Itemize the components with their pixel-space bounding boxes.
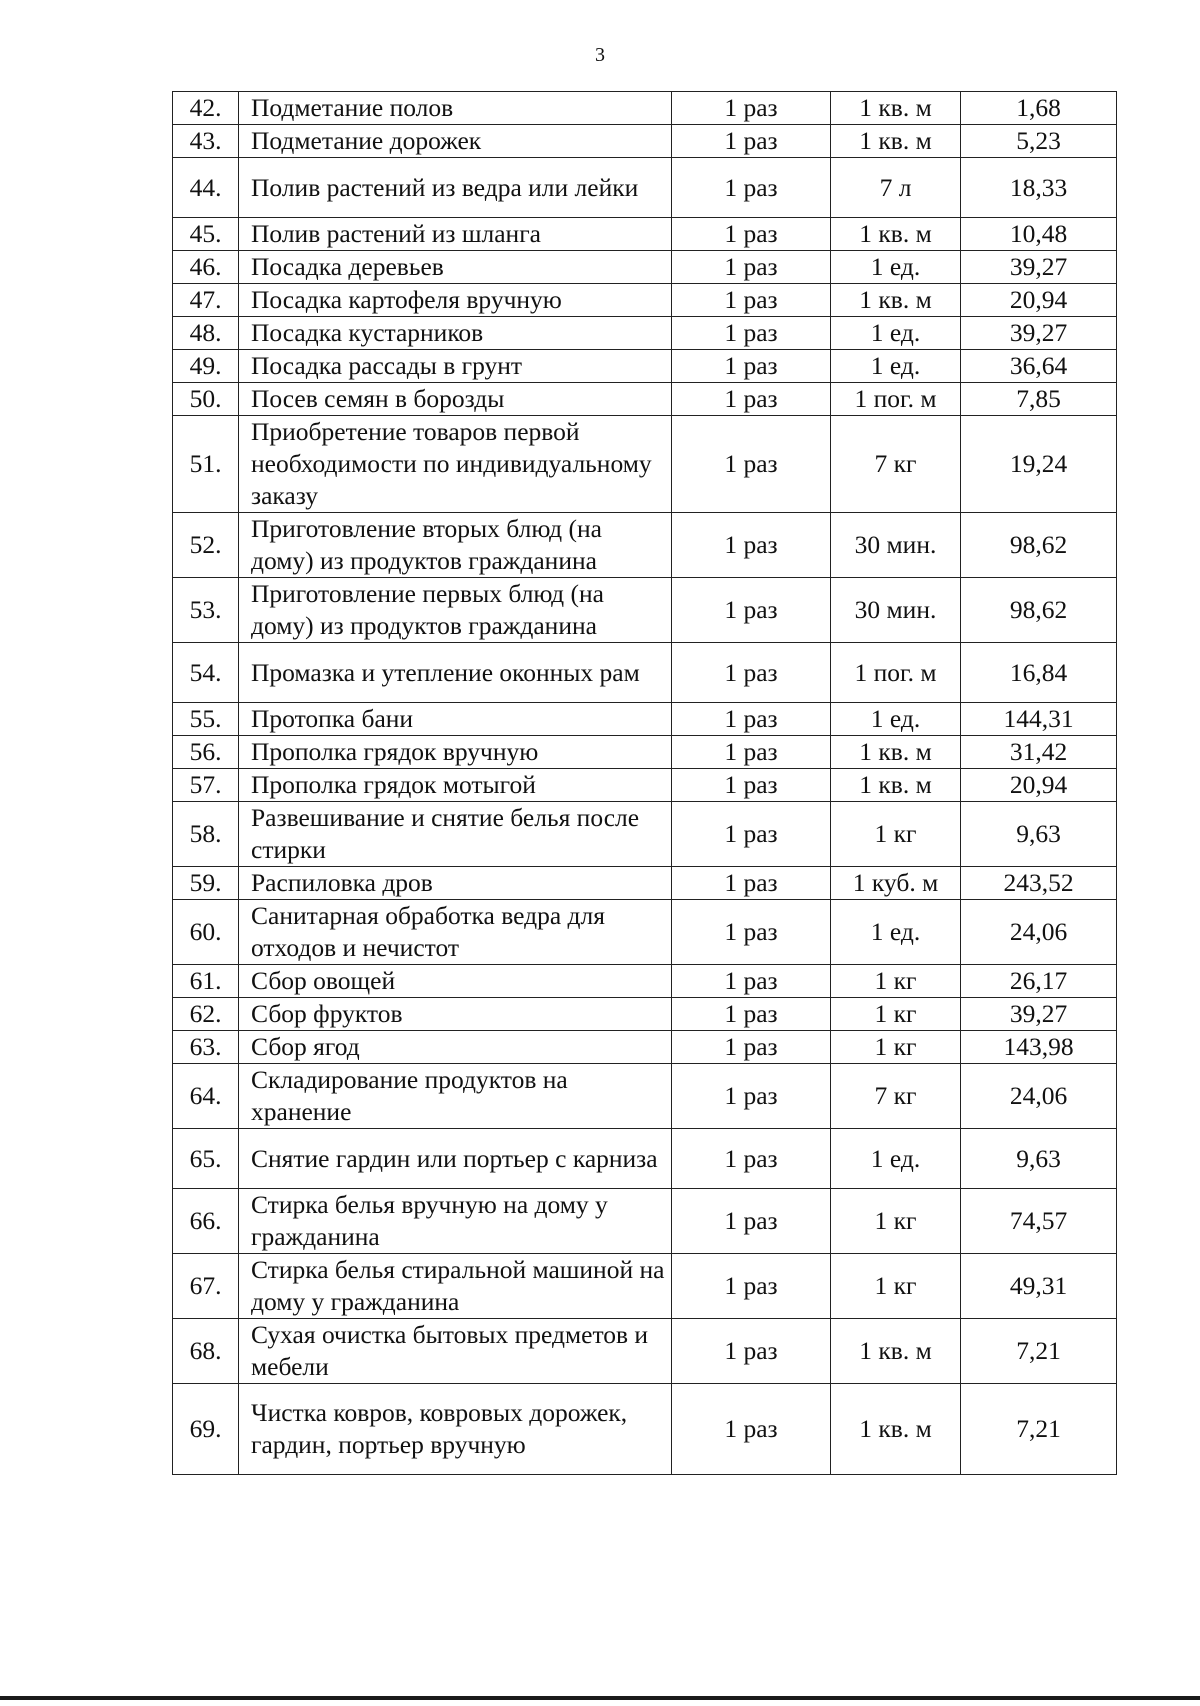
table-row xyxy=(173,1384,1117,1475)
service-unit: 1 ед. xyxy=(831,900,961,965)
service-price: 18,33 xyxy=(961,158,1117,218)
service-unit: 1 кв. м xyxy=(831,1319,961,1384)
service-price: 7,21 xyxy=(961,1384,1117,1475)
bottom-border-line xyxy=(0,1696,1200,1700)
service-price: 7,21 xyxy=(961,1319,1117,1384)
service-unit: 1 ед. xyxy=(831,251,961,284)
service-frequency: 1 раз xyxy=(672,350,831,383)
row-number: 65. xyxy=(173,1129,239,1189)
row-number: 61. xyxy=(173,965,239,998)
table-row xyxy=(173,736,1117,769)
table-row xyxy=(173,1031,1117,1064)
row-number: 62. xyxy=(173,998,239,1031)
row-number: 60. xyxy=(173,900,239,965)
service-name: Складирование продуктов на хранение xyxy=(239,1064,672,1129)
table-row xyxy=(173,125,1117,158)
table-row xyxy=(173,251,1117,284)
table-row xyxy=(173,965,1117,998)
service-unit: 7 кг xyxy=(831,416,961,513)
service-frequency: 1 раз xyxy=(672,1064,831,1129)
table-row xyxy=(173,158,1117,218)
table-row xyxy=(173,317,1117,350)
row-number: 46. xyxy=(173,251,239,284)
service-unit: 1 пог. м xyxy=(831,643,961,703)
service-unit: 1 пог. м xyxy=(831,383,961,416)
service-unit: 1 кв. м xyxy=(831,92,961,125)
service-name: Протопка бани xyxy=(239,703,672,736)
row-number: 67. xyxy=(173,1254,239,1319)
service-frequency: 1 раз xyxy=(672,251,831,284)
service-price: 24,06 xyxy=(961,1064,1117,1129)
table-row xyxy=(173,383,1117,416)
service-price: 39,27 xyxy=(961,998,1117,1031)
service-unit: 1 кв. м xyxy=(831,736,961,769)
service-unit: 1 куб. м xyxy=(831,867,961,900)
service-frequency: 1 раз xyxy=(672,1031,831,1064)
service-unit: 1 кв. м xyxy=(831,769,961,802)
service-price: 16,84 xyxy=(961,643,1117,703)
service-price: 143,98 xyxy=(961,1031,1117,1064)
service-price: 9,63 xyxy=(961,802,1117,867)
row-number: 42. xyxy=(173,92,239,125)
service-frequency: 1 раз xyxy=(672,643,831,703)
service-name: Приобретение товаров первой необходимости по индивидуальному заказу xyxy=(239,416,672,513)
service-price: 49,31 xyxy=(961,1254,1117,1319)
service-frequency: 1 раз xyxy=(672,218,831,251)
service-price: 243,52 xyxy=(961,867,1117,900)
service-unit: 1 кг xyxy=(831,802,961,867)
service-unit: 1 кг xyxy=(831,1254,961,1319)
services-table xyxy=(172,91,1117,1475)
service-price: 39,27 xyxy=(961,251,1117,284)
service-name: Снятие гардин или портьер с карниза xyxy=(239,1129,672,1189)
service-frequency: 1 раз xyxy=(672,1254,831,1319)
service-unit: 1 кг xyxy=(831,998,961,1031)
service-price: 144,31 xyxy=(961,703,1117,736)
service-frequency: 1 раз xyxy=(672,578,831,643)
service-frequency: 1 раз xyxy=(672,383,831,416)
service-price: 20,94 xyxy=(961,769,1117,802)
service-frequency: 1 раз xyxy=(672,802,831,867)
service-name: Приготовление вторых блюд (на дому) из продуктов гражданина xyxy=(239,513,672,578)
service-price: 39,27 xyxy=(961,317,1117,350)
service-frequency: 1 раз xyxy=(672,125,831,158)
row-number: 51. xyxy=(173,416,239,513)
table-row xyxy=(173,802,1117,867)
service-unit: 1 ед. xyxy=(831,703,961,736)
service-price: 98,62 xyxy=(961,578,1117,643)
service-name: Посадка кустарников xyxy=(239,317,672,350)
row-number: 44. xyxy=(173,158,239,218)
service-name: Сухая очистка бытовых предметов и мебели xyxy=(239,1319,672,1384)
service-unit: 1 кв. м xyxy=(831,125,961,158)
service-price: 5,23 xyxy=(961,125,1117,158)
table-row xyxy=(173,998,1117,1031)
row-number: 53. xyxy=(173,578,239,643)
row-number: 69. xyxy=(173,1384,239,1475)
service-unit: 7 л xyxy=(831,158,961,218)
service-name: Стирка белья стиральной машиной на дому у гражданина xyxy=(239,1254,672,1319)
service-frequency: 1 раз xyxy=(672,900,831,965)
service-price: 74,57 xyxy=(961,1189,1117,1254)
row-number: 57. xyxy=(173,769,239,802)
service-unit: 1 ед. xyxy=(831,317,961,350)
row-number: 45. xyxy=(173,218,239,251)
service-name: Прополка грядок вручную xyxy=(239,736,672,769)
service-name: Сбор овощей xyxy=(239,965,672,998)
table-row xyxy=(173,578,1117,643)
service-price: 10,48 xyxy=(961,218,1117,251)
service-name: Посадка деревьев xyxy=(239,251,672,284)
table-row xyxy=(173,416,1117,513)
service-frequency: 1 раз xyxy=(672,284,831,317)
service-name: Развешивание и снятие белья после стирки xyxy=(239,802,672,867)
service-name: Подметание полов xyxy=(239,92,672,125)
table-row xyxy=(173,1254,1117,1319)
service-price: 24,06 xyxy=(961,900,1117,965)
row-number: 54. xyxy=(173,643,239,703)
service-frequency: 1 раз xyxy=(672,769,831,802)
row-number: 52. xyxy=(173,513,239,578)
service-unit: 1 кг xyxy=(831,965,961,998)
service-frequency: 1 раз xyxy=(672,1129,831,1189)
row-number: 43. xyxy=(173,125,239,158)
service-unit: 7 кг xyxy=(831,1064,961,1129)
table-row xyxy=(173,643,1117,703)
row-number: 56. xyxy=(173,736,239,769)
row-number: 64. xyxy=(173,1064,239,1129)
service-frequency: 1 раз xyxy=(672,1319,831,1384)
service-frequency: 1 раз xyxy=(672,703,831,736)
service-price: 7,85 xyxy=(961,383,1117,416)
service-unit: 1 ед. xyxy=(831,1129,961,1189)
table-row xyxy=(173,350,1117,383)
row-number: 55. xyxy=(173,703,239,736)
row-number: 48. xyxy=(173,317,239,350)
service-unit: 1 кг xyxy=(831,1189,961,1254)
table-row xyxy=(173,769,1117,802)
table-body xyxy=(173,92,1117,1475)
table-row xyxy=(173,1189,1117,1254)
service-frequency: 1 раз xyxy=(672,416,831,513)
service-unit: 1 кв. м xyxy=(831,284,961,317)
page-number: 3 xyxy=(595,44,605,66)
table-row xyxy=(173,1319,1117,1384)
service-price: 26,17 xyxy=(961,965,1117,998)
service-name: Посев семян в борозды xyxy=(239,383,672,416)
service-name: Сбор ягод xyxy=(239,1031,672,1064)
service-unit: 1 кг xyxy=(831,1031,961,1064)
service-name: Подметание дорожек xyxy=(239,125,672,158)
service-name: Промазка и утепление оконных рам xyxy=(239,643,672,703)
service-frequency: 1 раз xyxy=(672,92,831,125)
table-row xyxy=(173,218,1117,251)
service-frequency: 1 раз xyxy=(672,965,831,998)
row-number: 47. xyxy=(173,284,239,317)
service-frequency: 1 раз xyxy=(672,513,831,578)
service-unit: 30 мин. xyxy=(831,513,961,578)
table-row xyxy=(173,513,1117,578)
service-unit: 1 ед. xyxy=(831,350,961,383)
service-unit: 1 кв. м xyxy=(831,1384,961,1475)
service-price: 19,24 xyxy=(961,416,1117,513)
service-unit: 30 мин. xyxy=(831,578,961,643)
table-row xyxy=(173,900,1117,965)
service-name: Полив растений из ведра или лейки xyxy=(239,158,672,218)
service-frequency: 1 раз xyxy=(672,1189,831,1254)
service-name: Посадка рассады в грунт xyxy=(239,350,672,383)
table-row xyxy=(173,703,1117,736)
row-number: 68. xyxy=(173,1319,239,1384)
table-row xyxy=(173,1064,1117,1129)
row-number: 50. xyxy=(173,383,239,416)
row-number: 59. xyxy=(173,867,239,900)
service-frequency: 1 раз xyxy=(672,317,831,350)
service-name: Полив растений из шланга xyxy=(239,218,672,251)
row-number: 58. xyxy=(173,802,239,867)
service-name: Распиловка дров xyxy=(239,867,672,900)
service-frequency: 1 раз xyxy=(672,867,831,900)
service-price: 1,68 xyxy=(961,92,1117,125)
service-name: Приготовление первых блюд (на дому) из продуктов гражданина xyxy=(239,578,672,643)
service-price: 98,62 xyxy=(961,513,1117,578)
service-frequency: 1 раз xyxy=(672,736,831,769)
table-row xyxy=(173,92,1117,125)
service-price: 31,42 xyxy=(961,736,1117,769)
service-name: Сбор фруктов xyxy=(239,998,672,1031)
service-name: Санитарная обработка ведра для отходов и нечистот xyxy=(239,900,672,965)
table-row xyxy=(173,284,1117,317)
table-row xyxy=(173,1129,1117,1189)
service-frequency: 1 раз xyxy=(672,158,831,218)
service-name: Прополка грядок мотыгой xyxy=(239,769,672,802)
service-unit: 1 кв. м xyxy=(831,218,961,251)
service-name: Посадка картофеля вручную xyxy=(239,284,672,317)
row-number: 63. xyxy=(173,1031,239,1064)
row-number: 66. xyxy=(173,1189,239,1254)
service-name: Чистка ковров, ковровых дорожек, гардин, портьер вручную xyxy=(239,1384,672,1475)
service-price: 9,63 xyxy=(961,1129,1117,1189)
table-row xyxy=(173,867,1117,900)
service-price: 20,94 xyxy=(961,284,1117,317)
row-number: 49. xyxy=(173,350,239,383)
service-name: Стирка белья вручную на дому у гражданина xyxy=(239,1189,672,1254)
service-frequency: 1 раз xyxy=(672,998,831,1031)
service-price: 36,64 xyxy=(961,350,1117,383)
service-frequency: 1 раз xyxy=(672,1384,831,1475)
